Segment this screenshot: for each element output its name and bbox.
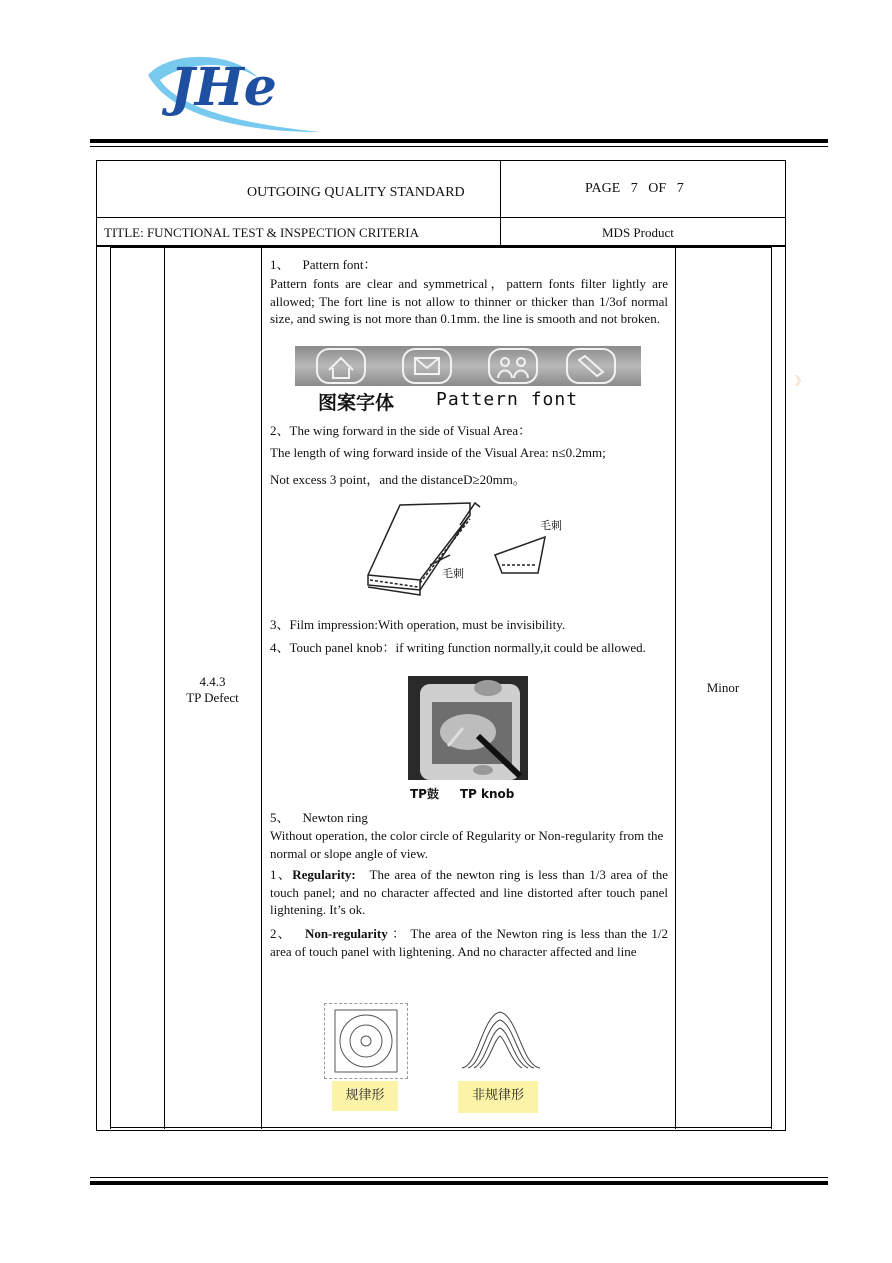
- header-divider: [96, 217, 786, 218]
- wing-diagram: [360, 495, 570, 610]
- s5-2-term: Non-regularity: [304, 926, 388, 941]
- s5-regularity: [270, 866, 668, 919]
- col-line-1: [110, 247, 111, 1129]
- product-name: MDS Product: [602, 225, 674, 240]
- header-col-divider: [500, 160, 501, 246]
- s1-number: 1、: [270, 257, 290, 272]
- pattern-font-caption-cn: 图案字体: [318, 392, 395, 414]
- s5-2-text: ： The area of the Newton ring is less than the 1/2 area of touch panel with lightening. And no character affected and line: [270, 926, 668, 959]
- item-number: 4.4.3: [199, 674, 226, 689]
- defect-level: Minor: [706, 680, 740, 695]
- tp-knob-caption-en: TP knob: [459, 787, 515, 801]
- s5-number: 5、: [270, 810, 290, 825]
- doc-title: TITLE: FUNCTIONAL TEST & INSPECTION CRITERIA: [104, 225, 419, 240]
- bottom-rule: [90, 1181, 828, 1185]
- page-indicator: [585, 181, 684, 197]
- s2-heading: 2、The wing forward in the side of Visual Area：: [270, 423, 532, 438]
- inner-top-line: [110, 247, 772, 248]
- standard-title: OUTGOING QUALITY STANDARD: [247, 185, 465, 200]
- burr-label-a: 毛刺: [540, 519, 562, 532]
- s1-body: Pattern fonts are clear and symmetrical，pattern fonts filter lightly are allowed; The fort line is not allow to thinner or thicker than 1/3of normal size, and swing is not more than 0.1mm. the line is smooth and not broken.: [270, 276, 668, 326]
- page-total: 7: [676, 181, 684, 196]
- s5-non-regularity: [270, 925, 668, 960]
- item-name: TP Defect: [186, 690, 239, 705]
- tp-knob-photo: [408, 676, 528, 780]
- s2-line1: The length of wing forward inside of the Visual Area: n≤0.2mm;: [270, 445, 606, 460]
- regular-tag: 规律形: [332, 1081, 398, 1111]
- bottom-rule-thin: [90, 1177, 828, 1178]
- irregular-tag: 非规律形: [458, 1081, 538, 1113]
- svg-text:JHe: JHe: [170, 57, 277, 118]
- page-label: PAGE: [585, 181, 621, 196]
- s4-text: 4、Touch panel knob：if writing function normally,it could be allowed.: [270, 640, 646, 655]
- s5-body: Without operation, the color circle of Regularity or Non-regularity from the normal or slope angle of view.: [270, 828, 664, 861]
- company-logo: [140, 40, 340, 140]
- s5-1-term: Regularity:: [292, 867, 356, 882]
- top-rule-thin: [90, 146, 828, 147]
- s2-line2: Not excess 3 point，and the distanceD≥20mm。: [270, 472, 526, 487]
- irregular-ring-figure: [458, 1008, 544, 1074]
- s1-title: Pattern font：: [302, 257, 377, 272]
- s5-1-number: 1、: [270, 867, 293, 882]
- regular-ring-figure: [324, 1003, 408, 1079]
- col-line-3: [261, 247, 262, 1129]
- col-line-5: [771, 247, 772, 1129]
- tp-knob-caption-cn: TP鼓: [410, 787, 439, 801]
- inner-bottom-line: [110, 1127, 772, 1128]
- s1-heading: [270, 254, 377, 273]
- item-cell: [164, 674, 261, 706]
- pattern-font-caption-en: Pattern font: [436, 389, 579, 410]
- side-mark: 》: [795, 374, 808, 388]
- tp-knob-caption: [410, 785, 514, 802]
- pattern-font-image: [295, 346, 641, 386]
- page-current: 7: [630, 181, 638, 196]
- s5-2-number: 2、: [270, 926, 292, 941]
- top-rule: [90, 139, 828, 143]
- burr-label-b: 毛刺: [442, 567, 464, 580]
- s3-text: 3、Film impression:With operation, must be invisibility.: [270, 617, 566, 632]
- s5-heading: [270, 807, 368, 826]
- s5-1-text: The area of the newton ring is less than 1/3 area of the touch panel; and no character affected and line distorted after touch panel lightening. It’s ok.: [270, 867, 668, 917]
- page-of: OF: [648, 181, 667, 196]
- s5-title: Newton ring: [302, 810, 368, 825]
